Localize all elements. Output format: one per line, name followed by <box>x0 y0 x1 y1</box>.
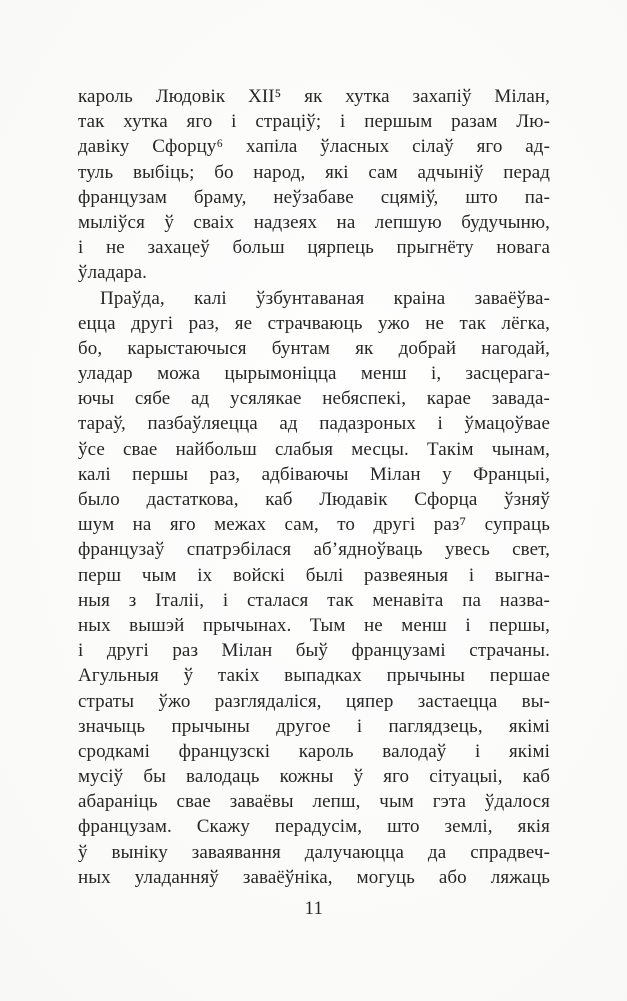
page-text-block <box>78 84 550 890</box>
text-line: ўладара. <box>78 262 147 284</box>
text-line: французаў спатрэбілася аб’ядноўваць увесь свет, <box>78 539 550 561</box>
text-line: так хутка яго і страціў; і першым разам Лю- <box>78 111 550 133</box>
text-line: сродкамі французскі кароль валодаў і якімі <box>78 740 550 762</box>
text-line: Праўда, калі ўзбунтаваная краіна заваёўва- <box>100 287 550 309</box>
text-line: абараніць свае заваёвы лепш, чым гэта ўдалося <box>78 791 550 813</box>
text-line: шум на яго межах сам, то другі раз⁷ супраць <box>78 514 550 536</box>
text-line: кароль Людовік XII⁵ як хутка захапіў Мілан, <box>78 86 550 107</box>
text-line: бо, карыстаючыся бунтам як добрай нагодай, <box>78 337 550 359</box>
text-line: і другі раз Мілан быў французамі страчаны. <box>78 640 550 662</box>
text-line: калі першы раз, адбіваючы Мілан у Францыі, <box>78 463 550 485</box>
text-line: значыць прычыны другое і паглядзець, якімі <box>78 715 550 737</box>
text-line: тараў, пазбаўляецца ад падазроных і ўмацоўвае <box>78 413 550 435</box>
text-line: ныя з Італіі, і сталася так менавіта па назва- <box>78 589 550 611</box>
text-line: ных уладанняў заваёўніка, могуць або ляжаць <box>78 866 550 888</box>
text-line: французам браму, неўзабаве сцяміў, што па- <box>78 186 550 208</box>
text-line: і не захацеў больш цярпець прыгнёту новага <box>78 237 550 259</box>
text-line: ўсе свае найбольш слабыя месцы. Такім чынам, <box>78 438 550 460</box>
text-line: страты ўжо разглядаліся, цяпер застаецца вы- <box>78 690 550 712</box>
text-line: было дастаткова, каб Людавік Сфорца ўзняў <box>78 489 550 510</box>
text-line: ючы сябе ад усялякае небяспекі, карае завада- <box>78 388 550 410</box>
text-line: Агульныя ў такіх выпадках прычыны першае <box>78 665 550 687</box>
text-line: давіку Сфорцу⁶ хапіла ўласных сілаў яго ад- <box>78 136 550 158</box>
text-line: мусіў бы валодаць кожны ў яго сітуацыі, каб <box>78 766 550 788</box>
text-line: мыліўся ў сваіх надзеях на лепшую будучыню, <box>78 211 550 233</box>
text-line: ных вышэй прычынах. Тым не менш і першы, <box>78 614 550 636</box>
text-line: ецца другі раз, яе страчваюць ужо не так лёгка, <box>78 312 550 334</box>
paragraph <box>78 84 550 286</box>
text-line: туль выбіць; бо народ, які сам адчыніў перад <box>78 161 550 183</box>
text-line: ў выніку заваявання далучаюцца да спрадвеч- <box>78 841 550 863</box>
paragraph <box>78 286 550 891</box>
text-line: уладар можа цырымоніцца менш і, засцерага- <box>78 363 550 385</box>
text-line: перш чым іх войскі былі развеяныя і выгна- <box>78 564 550 586</box>
page-number: 11 <box>304 899 324 919</box>
text-line: французам. Скажу перадусім, што землі, якія <box>78 816 550 838</box>
